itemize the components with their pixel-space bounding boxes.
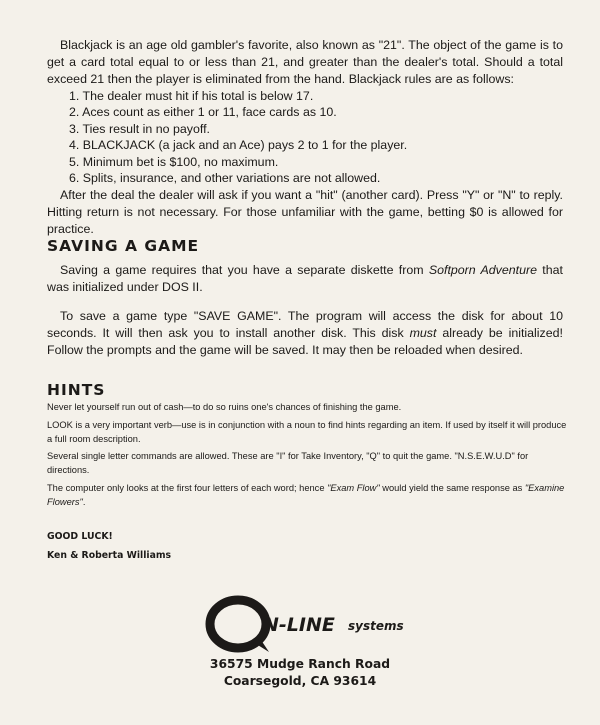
rule-item: 2. Aces count as either 1 or 11, face cards as 10.	[69, 105, 337, 120]
rule-item: 5. Minimum bet is $100, no maximum.	[69, 154, 279, 169]
rule-item: 3. Ties result in no payoff.	[69, 121, 210, 136]
rule-item: 1. The dealer must hit if his total is below 17.	[69, 89, 314, 103]
good-luck: GOOD LUCK!	[47, 531, 113, 542]
emphasis: must	[409, 326, 437, 340]
logo-o-ring	[210, 600, 266, 648]
blackjack-rules-list	[47, 88, 563, 186]
logo-suffix: systems	[348, 619, 404, 633]
blackjack-after-deal: After the deal the dealer will ask if you want a "hit" (another card). Press "Y" or "N" to reply. Hitting return is not necessary. For those unfamiliar with the game, betting $0 is allowed for practice.	[47, 188, 563, 237]
logo-wordmark: N-LINE	[263, 614, 335, 636]
saving-paragraph-1	[47, 262, 563, 296]
address-street: 36575 Mudge Ranch Road	[209, 657, 391, 671]
saving-section	[47, 262, 563, 359]
closing-section	[47, 530, 563, 563]
hint-example: "Exam Flow"	[327, 482, 380, 493]
company-address	[200, 656, 400, 690]
saving-heading: SAVING A GAME	[47, 237, 200, 255]
saving-text: To save a game type "SAVE GAME". The program will access the disk for about 10 seconds. It will then ask you to install another disk. This disk	[47, 309, 563, 340]
on-line-systems-logo	[205, 594, 415, 654]
hint-text: would yield the same response as	[379, 482, 525, 493]
hint-text: .	[82, 496, 86, 507]
hint-example: "Examine Flowers"	[47, 482, 565, 507]
rule-item: 4. BLACKJACK (a jack and an Ace) pays 2 to 1 for the player.	[69, 138, 408, 153]
saving-text: that was initialized under DOS II.	[47, 263, 563, 294]
hint-text: The computer only looks at the first four letters of each word; hence	[47, 482, 328, 493]
hint-item: Several single letter commands are allowed. These are "I" for Take Inventory, "Q" to quit the game. "N.S.E.W.U.D" for directions.	[47, 451, 529, 476]
saving-paragraph-2	[47, 308, 563, 359]
blackjack-intro: Blackjack is an age old gambler's favorite, also known as "21". The object of the game is to get a card total equal to or less than 21, and greater than the dealer's total. Should a total exceed 21 then the player is eliminated from the hand. Blackjack rules are as follows:	[47, 38, 563, 86]
hint-item	[47, 482, 567, 510]
hint-item: LOOK is a very important verb—use is in conjunction with a noun to find hints regarding an item. If used by itself it will produce a full room description.	[47, 419, 567, 444]
saving-text: already be initialized! Follow the prompts and the game will be saved. It may then be reloaded when desired.	[47, 326, 563, 357]
hints-section	[47, 401, 567, 510]
address-city: Coarsegold, CA 93614	[223, 674, 377, 688]
saving-text: Saving a game requires that you have a separate diskette from	[60, 263, 429, 277]
rule-item: 6. Splits, insurance, and other variations are not allowed.	[69, 171, 381, 186]
blackjack-section	[47, 37, 563, 238]
authors: Ken & Roberta Williams	[47, 550, 172, 561]
hints-heading: HINTS	[47, 381, 106, 399]
game-title: Softporn Adventure	[428, 263, 538, 277]
hint-item: Never let yourself run out of cash—to do so ruins one's chances of finishing the game.	[47, 402, 402, 412]
